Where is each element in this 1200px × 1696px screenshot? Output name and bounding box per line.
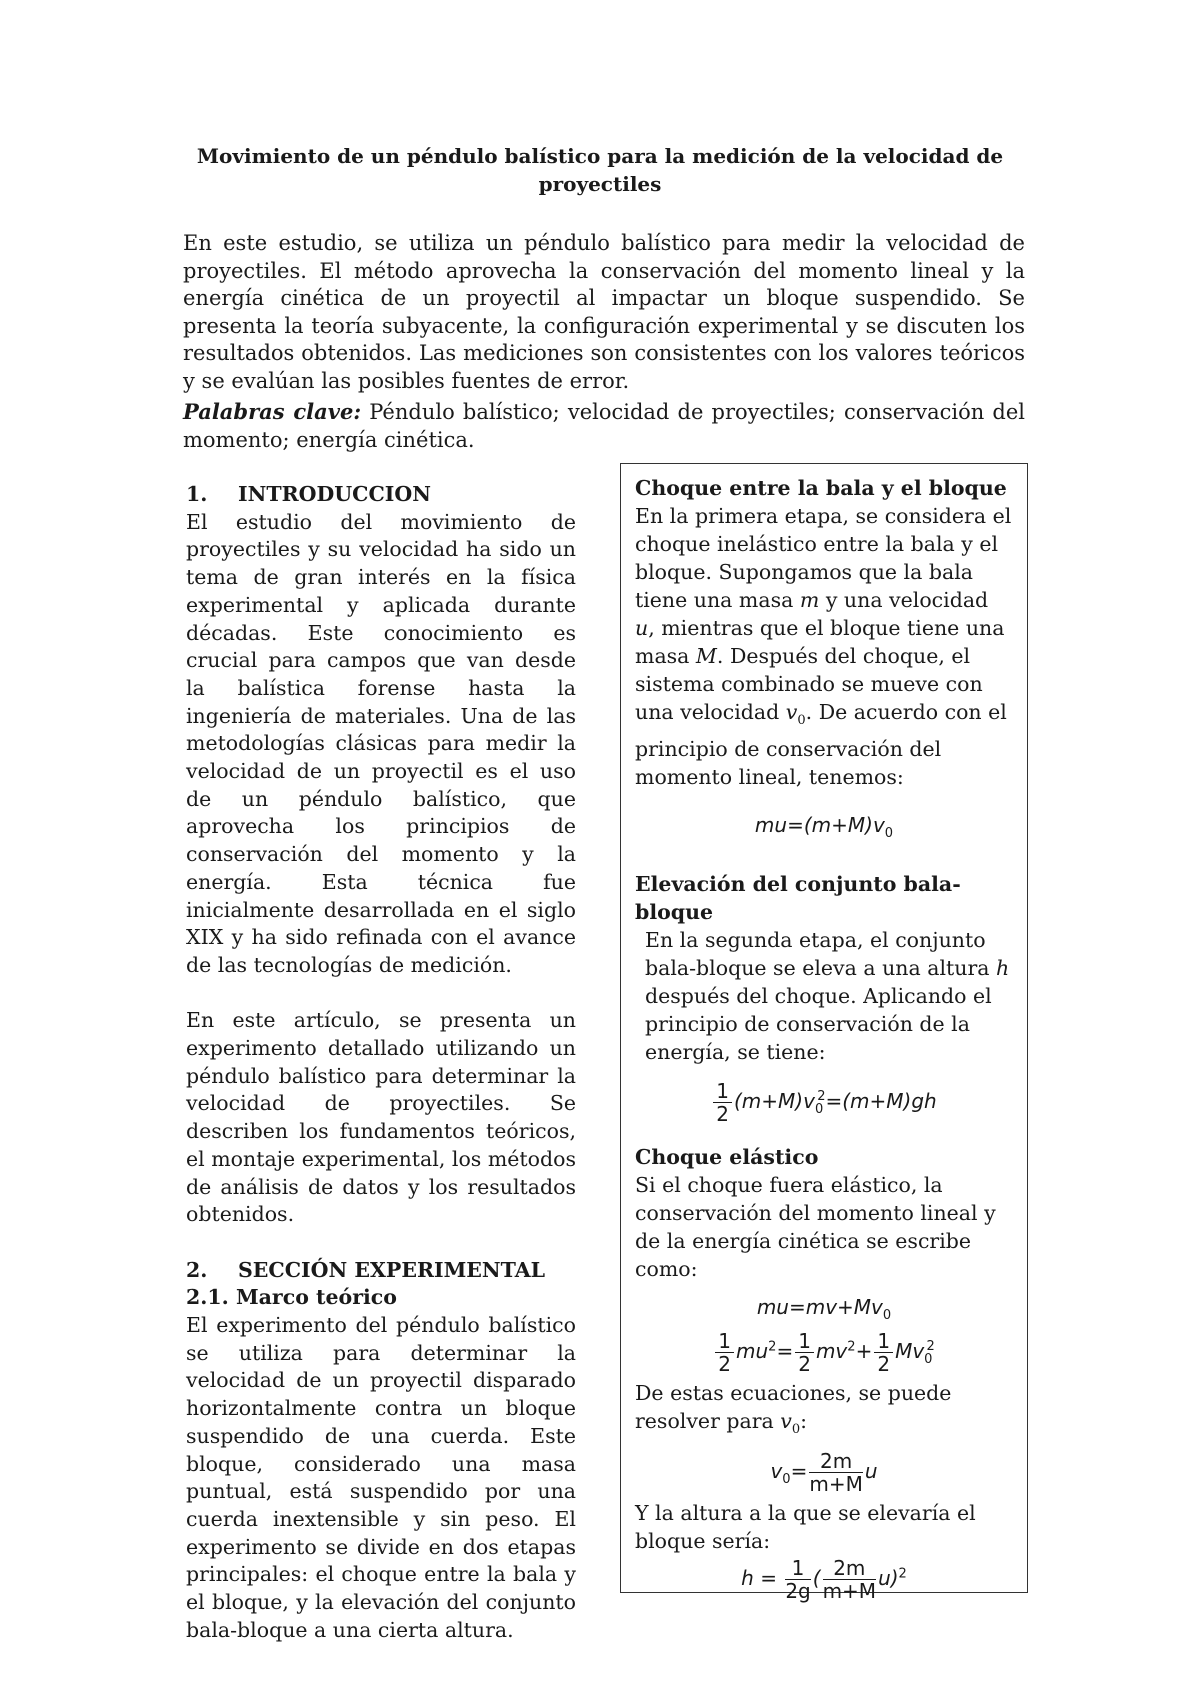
equation-elastic-energy: $\frac{1}{2}$ $mu^2=$ $\frac{1}{2}$ $mv^2+$ $\frac{1}{2}$ $Mv_0^2$ bbox=[635, 1330, 1013, 1375]
equation-height-partial: h = $\frac{1}{2g}$ ( $\frac{2m}{m+M}$ u)$^2$ bbox=[741, 1556, 907, 1604]
left-column bbox=[186, 481, 576, 1645]
box-heading-inelastic: Choque entre la bala y el bloque bbox=[635, 476, 1007, 500]
subsection-2-1-heading: 2.1. Marco teórico bbox=[186, 1285, 397, 1310]
theory-sidebar-box bbox=[620, 463, 1028, 1604]
equation-elastic-momentum: $mu=mv+Mv_0$ bbox=[756, 1295, 892, 1324]
box-text-height: Y la altura a la que se elevaría el bloque sería: bbox=[635, 1501, 976, 1554]
section-2-heading: 2. SECCIÓN EXPERIMENTAL bbox=[186, 1257, 546, 1282]
intro-paragraph-1: El estudio del movimiento de proyectiles y su velocidad ha sido un tema de gran interés en la física experimental y aplicada durante décadas. Este conocimiento es crucial para campos que van desde la balística forense hasta la ingeniería de materiales. Una de las metodologías clásicas para medir la velocidad de un proyectil es el uso de un péndulo balístico, que aprovecha los principios de conservación del momento y la energía. Esta técnica fue inicialmente desarrollada en el siglo XIX y ha sido refinada con el avance de las tecnologías de medición. bbox=[186, 509, 576, 977]
box-text-inelastic: En la primera etapa, se considera el choque inelástico entre la bala y el bloque. Supongamos que la bala tiene una masa m y una velocidad u, mientras que el bloque tiene una masa M. Después del choque, el sistema combinado se mueve con una velocidad $v_0$. De acuerdo con el principio de conservación del momento lineal, tenemos: bbox=[635, 504, 1012, 790]
abstract: En este estudio, se utiliza un péndulo balístico para medir la velocidad de proyectiles. El método aprovecha la conservación del momento lineal y la energía cinética de un proyectil al impactar un bloque suspendido. Se presenta la teoría subyacente, la configuración experimental y se discuten los resultados obtenidos. Las mediciones son consistentes con los valores teóricos y se evalúan las posibles fuentes de error. bbox=[183, 231, 1025, 393]
keywords-label: Palabras clave bbox=[183, 399, 354, 424]
keywords: Palabras clave: Péndulo balístico; velocidad de proyectiles; conservación del momento; energía cinética. bbox=[183, 399, 1025, 452]
section-1-heading: 1. INTRODUCCION bbox=[186, 482, 431, 506]
equation-energy: $\frac{1}{2}$ $(m+M)v_0^2=(m+M)gh$ bbox=[635, 1080, 1013, 1125]
box-heading-elevation: Elevación del conjunto bala-bloque bbox=[635, 872, 961, 925]
equation-momentum: $mu=(m+M)v_0$ bbox=[754, 813, 894, 842]
equation-velocity: $v_0=$ $\frac{2m}{m+M}$ u bbox=[770, 1449, 878, 1497]
keywords-text: Péndulo balístico; velocidad de proyectiles; conservación del momento; energía cinética. bbox=[183, 400, 1025, 452]
box-text-solve: De estas ecuaciones, se puede resolver para $v_0$: bbox=[635, 1381, 952, 1438]
intro-paragraph-2: En este artículo, se presenta un experimento detallado utilizando un péndulo balístico para determinar la velocidad de proyectiles. Se describen los fundamentos teóricos, el montaje experimental, los métodos de análisis de datos y los resultados obtenidos. bbox=[186, 1008, 576, 1227]
box-heading-elastic: Choque elástico bbox=[635, 1145, 819, 1170]
box-text-elastic: Si el choque fuera elástico, la conservación del momento lineal y de la energía cinética se escribe como: bbox=[635, 1173, 996, 1282]
paper-title: Movimiento de un péndulo balístico para la medición de la velocidad de proyectiles bbox=[196, 144, 1004, 196]
box-text-elevation: En la segunda etapa, el conjunto bala-bloque se eleva a una altura h después del choque. Aplicando el principio de conservación de la energía, se tiene: bbox=[645, 928, 1010, 1065]
theory-paragraph: El experimento del péndulo balístico se utiliza para determinar la velocidad de un proyectil disparado horizontalmente contra un bloque suspendido de una cuerda. Este bloque, considerado una masa puntual, está suspendido por una cuerda inextensible y sin peso. El experimento se divide en dos etapas principales: el choque entre la bala y el bloque, y la elevación del conjunto bala-bloque a una cierta altura. bbox=[186, 1313, 576, 1642]
